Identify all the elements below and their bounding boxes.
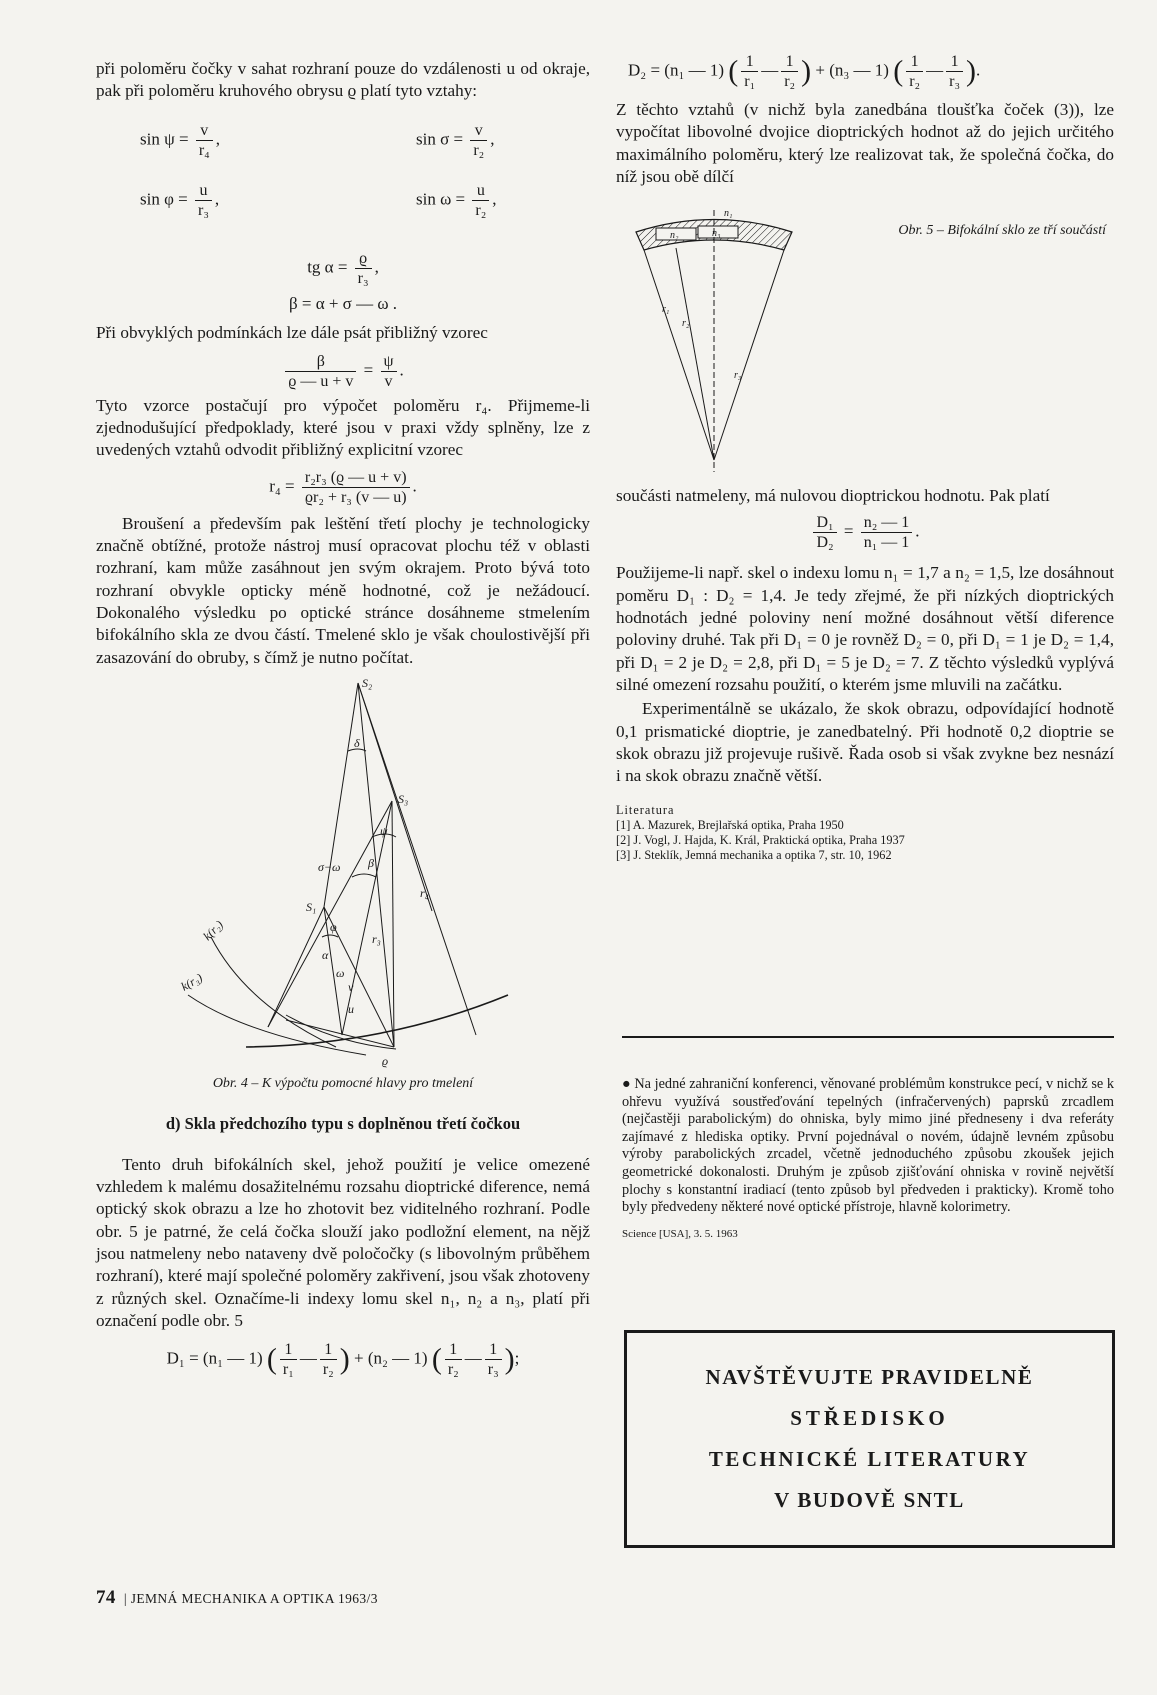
label-r2: r₂ <box>682 318 690 330</box>
equation-approx: $\frac{\beta}{ϱ — u + v}$ = $\frac{\psi}{v}$ . <box>96 352 590 391</box>
denominator: r₂ <box>475 201 487 219</box>
equation-r4: r₄ = $\frac{\text{r₂r₃ (ϱ — u + v)}}{\text{ϱr₂ + r₃ (v — u)}}$ . <box>269 468 417 506</box>
equation-d2: D₂ = (n₁ — 1) ( $\frac{1}{\text{r₁}}$ — $\frac{1}{\text{r₂}}$ ) + (n₃ — 1) ( $\frac{1}{\text{r₂}}$ — $\frac{1}{\text{r₃}}$ ). <box>628 53 981 90</box>
denominator: r₁ <box>744 73 756 90</box>
denominator: v <box>384 372 393 390</box>
equation-term: D₂ = (n₁ — 1) <box>628 60 725 80</box>
paren-close: ) <box>339 1342 350 1376</box>
denominator: n₁ — 1 <box>863 534 910 552</box>
equation-lhs: r₄ = <box>269 476 295 496</box>
right-column <box>616 52 1114 863</box>
ray-r2 <box>676 248 714 460</box>
fraction <box>445 1340 462 1379</box>
label-r3: r₃ <box>372 931 381 946</box>
figure-5-caption: Obr. 5 – Bifokální sklo ze tří součástí <box>898 223 1106 239</box>
advert-line: V BUDOVĚ SNTL <box>774 1488 965 1512</box>
fraction <box>946 52 963 91</box>
paragraph: Tento druh bifokálních skel, jehož použití je velice omezené vzhledem k malému dosažitelnému rozsahu dioptrické diference, nemá optický skok obrazu a lze ho zhotovit bez viditelného rozhraní. Podle obr. 5 je patrné, že celá čočka slouží jako podložní element, na nějž jsou natmeleny nebo nataveny dvě poločočky (s libovolným průběhem rozhraní), které mají společné poloměry zakřivení, jsou však zhotoveny z různých skel. Označíme-li indexy lomu skel n₁, n₂ a n₃, platí při označení podle obr. 5 <box>96 1154 590 1330</box>
denominator: ϱr₂ + r₃ (v — u) <box>304 488 407 506</box>
paragraph: Tyto vzorce postačují pro výpočet poloměru r₄. Přijmeme-li zjednodušující předpoklady, které jsou v praxi vždy splněny, lze z uvedených vztahů odvodit přibližný explicitní vzorec <box>96 395 590 460</box>
paren-open: ( <box>728 54 739 88</box>
journal-name: | JEMNÁ MECHANIKA A OPTIKA 1963/3 <box>123 1591 378 1606</box>
numerator: 1 <box>906 52 923 72</box>
numerator: r₂r₃ (ϱ — u + v) <box>302 468 410 488</box>
advert-line: NAVŠTĚVUJTE PRAVIDELNĚ <box>705 1365 1034 1389</box>
fraction <box>280 1340 297 1379</box>
numerator: 1 <box>946 52 963 72</box>
line-s3-left <box>268 801 392 1027</box>
paragraph: Experimentálně se ukázalo, že skok obrazu, odpovídající hodnotě 0,1 prismatické dioptrie, je zanedbatelný. Při hodnotě 0,2 dioptrie se skok obrazu již projevuje rušivě. Řada osob si však zvykne bez nesnází i na skok obrazu značně větší. <box>616 699 1114 786</box>
equation-term: + (n₃ — 1) <box>815 60 889 80</box>
ray-r1 <box>644 250 714 460</box>
label-n1: n₁ <box>724 208 733 220</box>
equation-lhs: sin φ = <box>140 189 188 208</box>
label-s1: S₁ <box>306 899 317 914</box>
equation-lhs: sin σ = <box>416 129 464 148</box>
equation-term: + (n₂ — 1) <box>353 1348 428 1368</box>
denominator: r₂ <box>322 1361 334 1379</box>
fraction <box>196 121 213 160</box>
page-footer <box>96 1587 378 1609</box>
equation-d1: D₁ = (n₁ — 1) ( $\frac{1}{\text{r₁}}$ — $\frac{1}{\text{r₂}}$ ) + (n₂ — 1) ( $\frac{1}{\text{r₂}}$ — $\frac{1}{\text{r₃}}$ ); <box>166 1341 520 1379</box>
denominator: r₃ <box>487 1361 499 1379</box>
denominator: r₂ <box>447 1361 459 1379</box>
equation-beta: β = α + σ — ω . <box>288 293 398 313</box>
figure-4-caption: Obr. 4 – K výpočtu pomocné hlavy pro tmelení <box>212 1075 474 1091</box>
denominator: r₂ <box>909 73 921 90</box>
label-r4: r₄ <box>420 885 429 900</box>
fraction <box>381 352 397 391</box>
equation-sin-phi: sin φ = $\frac{u}{\text{r₃}}$ , <box>140 181 220 219</box>
paren-close: ) <box>966 54 977 88</box>
page-number: 74 <box>96 1587 116 1608</box>
bullet-icon: ● <box>622 1076 631 1092</box>
advert-line: TECHNICKÉ LITERATURY <box>708 1447 1031 1471</box>
figure-5 <box>616 202 1114 477</box>
denominator: r₁ <box>282 1361 294 1379</box>
numerator: D₁ <box>813 513 836 533</box>
arc-rho <box>246 995 508 1047</box>
angle-arc-beta <box>352 874 376 877</box>
advert-box <box>624 1330 1115 1548</box>
numerator: ψ <box>381 352 397 372</box>
label-u: u <box>348 1001 354 1016</box>
numerator: 1 <box>320 1340 337 1360</box>
news-note-body: Na jedné zahraniční konferenci, věnované problémům konstrukce pecí, v nichž se k ohřevu využívá soustřeďování tepelných (infračervených) paprsků zrcadlem (nejčastěji parabolickým) do ohniska, byly mimo jiné předneseny i dva referáty zajímavé z hlediska optiky. První pojednával o novém, údajně levném způsobu výroby parabolických zrcadel, včetně jednoduchého způsobu zkoušek jejich geometrické dokonalosti. Druhým je způsob zjišťování ohniska v rovině největší plochy s konstantní iradiací (tento způsob byl předveden i prakticky). Kromě toho byly předvedeny některé nové optické přístroje, hlavně kolorimetry. <box>622 1076 1114 1216</box>
equation-block-sines <box>96 121 590 239</box>
equation-lhs: tg α = <box>307 257 348 276</box>
literature-item: [2] J. Vogl, J. Hajda, K. Král, Praktická optika, Praha 1937 <box>616 833 905 848</box>
paren-close: ) <box>504 1342 515 1376</box>
label-r1: r₁ <box>662 304 670 316</box>
label-beta: β <box>368 855 374 870</box>
section-heading: d) Skla předchozího typu s doplněnou třetí čočkou <box>165 1113 521 1133</box>
numerator: 1 <box>741 52 758 72</box>
paragraph: Broušení a především pak leštění třetí plochy je technologicky značně obtížné, protože nástroj musí opracovat plochu též v oblasti rozhraní, kam může zasáhnout jen svým okrajem. Proto bývá toto rozhraní obvykle opticky méně hodnotné, což je nežádoucí. Dokonalého výsledku po optické stránce dosáhneme stmelením bifokálního skla ze dvou částí. Tmelené sklo je však choulostivější při zasazování do obruby, s čímž je nutno počítat. <box>96 513 590 667</box>
denominator: r₂ <box>784 73 796 90</box>
label-sigma-omega: σ−ω <box>318 859 341 874</box>
fraction <box>906 52 923 91</box>
denominator: r₄ <box>198 141 210 159</box>
numerator: v <box>470 121 487 141</box>
label-delta: δ <box>354 735 360 750</box>
fraction <box>355 249 372 288</box>
equation-sin-omega: sin ω = $\frac{u}{\text{r₂}}$ , <box>416 181 497 219</box>
denominator: r₂ <box>473 141 485 159</box>
divider <box>622 1036 1114 1038</box>
label-psi: ψ <box>380 823 388 838</box>
fraction <box>320 1340 337 1379</box>
news-note-source: Science [USA], 3. 5. 1963 <box>622 1227 738 1240</box>
numerator: 1 <box>280 1340 297 1360</box>
paragraph: Použijeme-li např. skel o indexu lomu n₁ = 1,7 a n₂ = 1,5, lze dosáhnout poměru D₁ : D₂ = 1,4. Je tedy zřejmé, že při nízkých dioptrických hodnotách jedné poloviny není možné dosáhnout větší diference poloviny druhé. Tak při D₁ = 0 je rovněž D₂ = 0, při D₁ = 1 je D₂ = 1,4, při D₁ = 2 je D₂ = 2,8, při D₁ = 5 je D₂ = 7. Z těchto výsledků vyplývá silné omezení rozsahu použití, o kterém jsme mluvili na začátku. <box>616 563 1114 694</box>
paren-close: ) <box>801 54 812 88</box>
label-omega: ω <box>336 965 345 980</box>
paren-open: ( <box>893 54 904 88</box>
label-phi: φ <box>330 919 337 934</box>
numerator: β <box>285 352 356 372</box>
numerator: u <box>195 181 212 201</box>
denominator: r₃ <box>949 73 961 90</box>
news-note-text <box>622 1076 1114 1217</box>
left-column <box>96 58 590 1379</box>
line-s1-left <box>268 907 324 1027</box>
literature <box>616 803 1114 863</box>
fraction <box>285 352 356 391</box>
advert-line: STŘEDISKO <box>790 1406 949 1430</box>
label-kr2: k(r₂) <box>200 917 226 943</box>
label-n3: n₃ <box>712 228 721 240</box>
equation-ratio: $\frac{\text{D₁}}{\text{D₂}}$ = $\frac{\text{n₂ — 1}}{\text{n₁ — 1}}$ . <box>616 513 1114 552</box>
denominator: r₃ <box>357 269 369 287</box>
fraction <box>741 52 758 91</box>
punctuation: ; <box>514 1348 520 1368</box>
numerator: 1 <box>485 1340 502 1360</box>
paragraph: Z těchto vztahů (v nichž byla zanedbána tloušťka čoček (3)), lze vypočítat libovolné dvojice dioptrických hodnot až do jejich určitého maximálního poloměru, který lze realizovat tak, že společná čočka, do níž jsou obě dílčí <box>616 100 1114 186</box>
label-kr3: k(r₃) <box>178 970 205 994</box>
equation-term: D₁ = (n₁ — 1) <box>166 1348 263 1368</box>
label-n2: n₂ <box>670 230 679 242</box>
news-note <box>622 1076 1114 1242</box>
paren-open: ( <box>431 1342 442 1376</box>
fraction <box>470 121 487 160</box>
literature-item: [1] A. Mazurek, Brejlařská optika, Praha 1950 <box>616 818 844 833</box>
fraction <box>861 513 913 552</box>
equation-tg-alpha: tg α = $\frac{ϱ}{\text{r₃}}$ , <box>307 249 379 287</box>
fraction <box>472 181 489 220</box>
literature-heading: Literatura <box>616 803 675 818</box>
fraction <box>781 52 798 91</box>
literature-item: [3] J. Steklík, Jemná mechanika a optika 7, str. 10, 1962 <box>616 848 892 863</box>
label-alpha: α <box>322 947 329 962</box>
equation-lhs: sin ψ = <box>140 129 189 148</box>
paren-open: ( <box>266 1342 277 1376</box>
figure-4-diagram <box>96 675 590 1075</box>
angle-arc-phi <box>322 935 338 937</box>
figure-5-diagram <box>616 202 816 477</box>
label-s2: S₂ <box>362 675 373 690</box>
denominator: r₃ <box>198 201 209 219</box>
label-v: v <box>348 979 354 994</box>
fraction <box>302 468 410 507</box>
label-r3: r₃ <box>734 370 742 382</box>
numerator: 1 <box>445 1340 462 1360</box>
paragraph: Při obvyklých podmínkách lze dále psát přibližný vzorec <box>96 322 488 342</box>
numerator: n₂ — 1 <box>861 513 913 533</box>
denominator: D₂ <box>816 534 834 552</box>
numerator: 1 <box>781 52 798 72</box>
equation-lhs: sin ω = <box>416 189 466 208</box>
numerator: ϱ <box>355 249 372 269</box>
fraction <box>813 513 836 552</box>
denominator: ϱ — u + v <box>288 372 354 390</box>
fraction <box>485 1340 502 1379</box>
label-s3: S₃ <box>398 791 409 806</box>
paragraph: součásti natmeleny, má nulovou dioptrickou hodnotu. Pak platí <box>616 486 1050 506</box>
numerator: u <box>472 181 489 201</box>
paragraph: při poloměru čočky v sahat rozhraní pouze do vzdálenosti u od okraje, pak při poloměru kruhového obrysu ϱ platí tyto vztahy: <box>96 59 590 101</box>
fraction <box>195 181 212 220</box>
ray-r3 <box>714 250 784 460</box>
line-s3-rho <box>392 801 394 1047</box>
numerator: v <box>196 121 213 141</box>
equation-sin-psi: sin ψ = $\frac{v}{\text{r₄}}$ , <box>140 121 220 159</box>
label-rho: ϱ <box>382 1053 389 1068</box>
equation-sin-sigma: sin σ = $\frac{v}{\text{r₂}}$ , <box>416 121 495 159</box>
